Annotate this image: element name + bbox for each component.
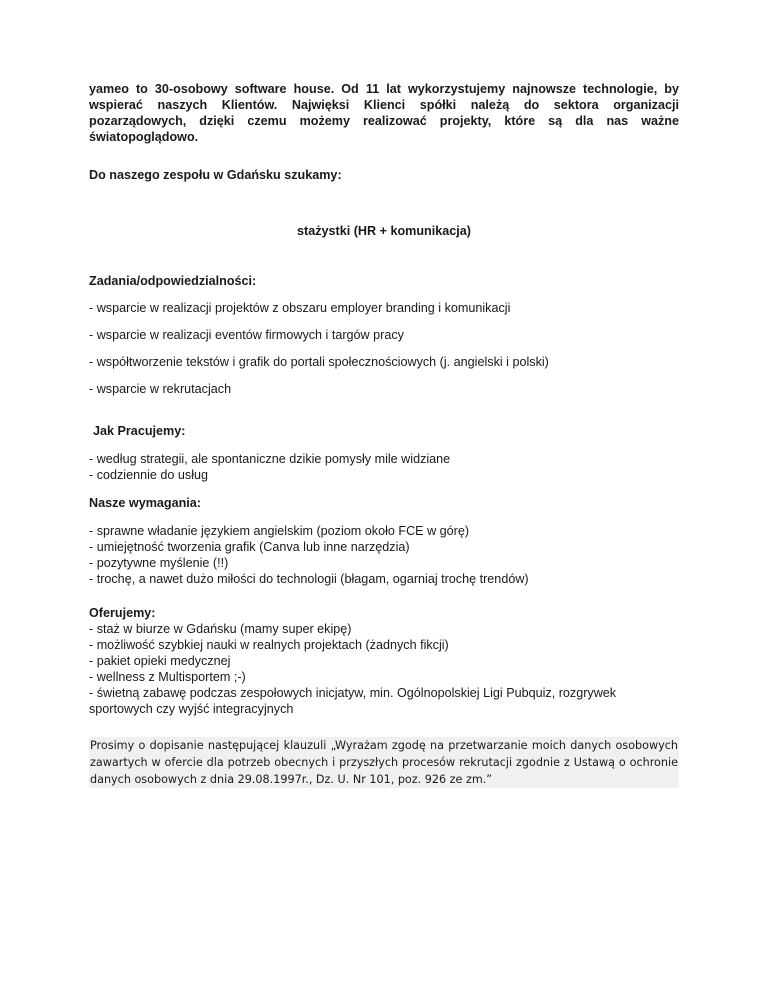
- how-we-work-item: - codziennie do usług: [89, 468, 209, 482]
- team-line: Do naszego zespołu w Gdańsku szukamy:: [89, 168, 342, 182]
- requirement-item: - pozytywne myślenie (!!): [89, 556, 229, 570]
- task-item: - wsparcie w rekrutacjach: [89, 382, 232, 396]
- offer-item: - wellness z Multisportem ;-): [89, 670, 246, 684]
- offer-item: - świetną zabawę podczas zespołowych inicjatyw, min. Ogólnopolskiej Ligi Pubquiz, rozgrywek sportowych czy wyjść integracyjnych: [89, 686, 617, 716]
- task-item: - wsparcie w realizacji eventów firmowych i targów pracy: [89, 328, 404, 342]
- requirements-heading: Nasze wymagania:: [89, 496, 201, 510]
- tasks-heading: Zadania/odpowiedzialności:: [89, 274, 257, 288]
- requirement-item: - umiejętność tworzenia grafik (Canva lub inne narzędzia): [89, 540, 410, 554]
- intro-paragraph: yameo to 30-osobowy software house. Od 11 lat wykorzystujemy najnowsze technologie, by wspierać naszych Klientów. Najwięksi Klienci spółki należą do sektora organizacji pozarządowych, dzięki czemu możemy realizować projekty, które są dla nas ważne światopoglądowo.: [89, 82, 679, 144]
- position-title: stażystki (HR + komunikacja): [297, 224, 471, 238]
- offer-heading: Oferujemy:: [89, 606, 156, 620]
- gdpr-clause: Prosimy o dopisanie następującej klauzuli „Wyrażam zgodę na przetwarzanie moich danych osobowych zawartych w ofercie dla potrzeb obecnych i przyszłych procesów rekrutacji zgodnie z Ustawą o ochronie danych osobowych z dnia 29.08.1997r., Dz. U. Nr 101, poz. 926 ze zm.”: [90, 739, 678, 786]
- how-we-work-section: [89, 423, 679, 483]
- document-body: [89, 81, 679, 788]
- offer-item: - możliwość szybkiej nauki w realnych projektach (żadnych fikcji): [89, 638, 449, 652]
- requirement-item: - trochę, a nawet dużo miłości do technologii (błagam, ogarniaj trochę trendów): [89, 572, 529, 586]
- offer-section: [89, 605, 679, 717]
- task-item: - współtworzenie tekstów i grafik do portali społecznościowych (j. angielski i polski): [89, 355, 549, 369]
- how-we-work-item: - według strategii, ale spontaniczne dzikie pomysły mile widziane: [89, 452, 451, 466]
- tasks-section: [89, 273, 679, 397]
- requirement-item: - sprawne władanie językiem angielskim (poziom około FCE w górę): [89, 524, 470, 538]
- task-item: - wsparcie w realizacji projektów z obszaru employer branding i komunikacji: [89, 301, 511, 315]
- offer-item: - staż w biurze w Gdańsku (mamy super ekipę): [89, 622, 352, 636]
- requirements-section: [89, 495, 679, 587]
- how-we-work-heading: Jak Pracujemy:: [93, 424, 186, 438]
- offer-item: - pakiet opieki medycznej: [89, 654, 231, 668]
